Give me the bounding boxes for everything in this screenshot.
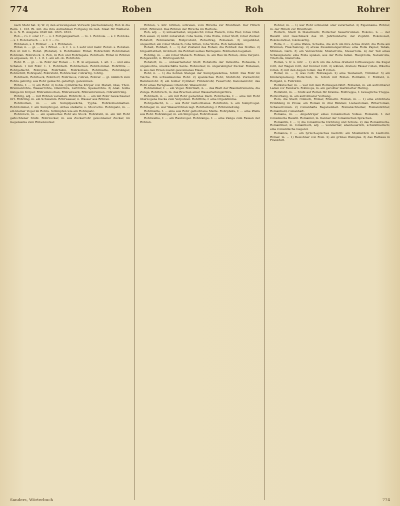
dictionary-entry: Rohrgeflecht, n. ... aus Rohr Geflochtenes. Rohrhuhn, n. ein Sumpfvogel. Rohrleger, m. wer Wasserröhren legt. Rohrleitung, f. Röhrenleitung. <box>140 101 260 109</box>
dictionary-entry: Rollen, v. tr. u. intr. ... 1) sich um die Achse drehend fortbewegen; die Kugel rollt, der Wagen rollt, der Donner rollt. 2) wälzen, drehen; Fässer rollen, Wäsche rollen. 3) mit den Augen rollen; das R rollen. <box>270 60 390 72</box>
column-1 <box>10 24 135 500</box>
dictionary-entry: Rollkutscher, m. ... wer mit dem Rollwagen fährt. Rolladen, m. ein aufrollbarer Laden vor Fenstern. Rollmops, m. ein gerollter marinierter Hering. <box>270 82 390 91</box>
header-right-word: Rohrer <box>356 4 390 14</box>
dictionary-entry: Rohrkolben, m. ... ein Sumpfgewächs, Typha. Rohrkolbenmatten. Rohrdommel, f. ein Sumpfvogel, Ardea stellaris; s. Moorochs. Rohrspatz, m. ... ein kleiner Vogel im Rohre. Schimpfen wie ein Rohrspatz. <box>10 101 130 113</box>
dictionary-entry: Rohrbach, Rohrbeck, Rohrdorf, Rohrmoos, rohren, Rohrer. ... gl. nämlich zum Rohre gehörig; aus Rohr gemacht, gefertigt, genommen. <box>10 75 130 83</box>
header-left-word: Roben <box>121 4 152 14</box>
dictionary-entry: Rollstuhl, m. ... Stuhl auf Rollen für Kranke. Rolltreppe, f. bewegliche Treppe. Rollvorhang, m. ein aufrollbarer Vorhang. <box>270 89 390 98</box>
dictionary-entry: Rohrer, m. ... 1) wer Rohr schneidet oder verarbeitet. 2) Eigenname. Röhrer, m. der Hirsch zur Brunftzeit. <box>270 24 390 31</box>
dictionary-entry: Romantik, f. ... 1) die romantische Dichtung und Schule. 2) das Romantische. Romantiker, m. romantisch, adj. ... wunderbar, abenteuerlich, schwärmerisch; eine romantische Gegend. <box>270 119 390 132</box>
dictionary-entry: Röhren, v. intr. brüllen, schreien, vom Hirsche zur Brunftzeit. Der Hirsch röhrt. Röhrend. Das Röhren der Hirsche im Herbste. <box>140 24 260 31</box>
dictionary-entry: Roller, m. ... 1) was rollt; Rollwagen. 2) eine Taubenart, Tümmler. 3) ein Kinderspielzeug. Rollschuh, m. Schuh mit Rollen. Rollbahn, f. Rollfeld, n. Rollgeld, n. Fuhrlohn. <box>270 71 390 83</box>
column-2 <box>140 24 265 500</box>
dictionary-entry: Rohrmatte, f. ... eine aus Rohr geflochtene Matte. Rohrpfeife, f. ... eine Pfeife aus Rohr. Rohrsänger, m. ein Singvogel, Rohrdrossel. <box>140 108 260 117</box>
dictionary-entry: Röbel, n. ... gl. ... m. 1 Röbel. ... 2. f. 1. s. f. sehr und mehr. Robst. s. Robsten. Rob nt mit L. Robst. (Robstal). 2. Rohrhamm: Röbel; Rohrschild; Rohrstiebel; Rohrstab. Rohrstock. 2. Rob, in Rob und Rohrtapete. Rohrbein. Röbel in Röhren zu ergessen, 10. 1. 1. 8. 1. ein alt. ob. Rohrlohn. <box>10 45 130 61</box>
dictionary-entry: Rohrstock, m. ... ein spanisches Rohr als Stock. Rohrstuhl, m. ein mit Rohr geflochtener Stuhl. Rohrzucker, m. aus Zuckerrohr gewonnener Zucker, im Gegensatze zum Rübenzucker. <box>10 112 130 124</box>
dictionary-entry: Roheit, Rohheit, f. ... 1) der Zustand des Rohen; die Rohheit des Stoffes. 2) Ungesittetheit, Grobheit; die Rohheit seines Betragens. Rohheiten begehen. <box>140 45 260 54</box>
dictionary-entry: Röbbelen, s. f. Röbber. ... s. f. Röbbelen. <box>14 41 73 46</box>
dictionary-entry: Rohr, n. ... 1) die hohlen Stengel der Sumpfgewächse, Schilf. Das Rohr im Teiche. Ein schwankendes Rohr. 2) spanisches Rohr, Stuhlrohr, Zuckerrohr, Bambusrohr. 3) ein hohler Cylinder; Flintenrohr, Feuerrohr, Kanonenrohr; das Rohr eines Fernglases; Ofenrohr, Wasserrohr. <box>140 71 260 87</box>
dictionary-entry: Roitsch, Stadt in Steiermark; Roitscher Sauerbrunnen. Rokoko, n. ... der Baustil und Geschmack des 18. Jahrhunderts; der Zopfstil. Rokokozeit, Rokokomöbel, rokokoartig. <box>270 30 390 42</box>
dictionary-entry: Rohrammer, f. ... ein Vogel. Rohrblatt, n. ... das Blatt der Blasinstrumente, die Zunge. Rohrbruch, m. das Brechen einer Wasserleitungsröhre. <box>140 86 260 94</box>
dictionary-entry: Rohling, m. ... ein roher Mensch. Rohbau, m. ein Bau im Rohen, ohne Verputz. Rohgewicht, n. Bruttogewicht. <box>140 52 260 61</box>
dictionary-entry: Rohrdach, n. ... ein mit Rohr gedecktes Dach. Rohrdecke, f. ... eine mit Rohr überzogene Decke zum Verputzen. Rohrflöte, f. eine Orgelstimme. <box>140 93 260 102</box>
page-footer <box>10 497 390 502</box>
dictionary-entry: Rohstoff, m. ... unbearbeiteter Stoff; Rohstoffe der Industrie. Rohseide, f. ungekochte, unentschälte Seide. Rohzucker, m. ungereinigter Zucker. Roheisen, n. aus den Erzen zuerst gewonnenes Eisen. <box>140 60 260 72</box>
dictionary-entry: Rob..., ro. f. oder 17. ... s. f. Fortgangsarbeit. ... rs. 1. Robbole. ... s. f. Robbole. ... s. f. Roboterisch. ... s. f. 1 ... ro. <box>10 34 130 42</box>
dictionary-entry: Romanze, f. ... ein lyrisch-episches Gedicht; ein Musikstück in Liedform. Römer, m. ... 1) Bewohner von Rom. 2) ein grünes Weinglas. 3) das Rathaus in Frankfurt. <box>270 130 390 143</box>
dictionary-entry: Romane, m. ... Angehöriger eines romanischen Volkes. Romanik, f. der romanische Baustil. Romanist, m. Kenner der romanischen Sprachen. <box>270 112 390 120</box>
page-number: 774 <box>10 5 29 15</box>
column-3 <box>270 24 390 500</box>
footer-right: 774 <box>382 497 390 502</box>
dictionary-entry: Rohrweihe, f. ... ein Raubvogel. Rohrzange, f. ... eine Zange zum Fassen der Röhren. <box>140 115 260 124</box>
header-center-word: Roh <box>244 4 264 14</box>
dictionary-entry: Röhrig, adj. ... mit Röhren versehen. Röhricht, n. ... ein mit Rohr bewachsener Ort. Röhrling, m. ein Schwamm. Röhrwasser, n. Wasser aus Röhren. <box>10 93 130 102</box>
dictionary-entry: Röhre, f. ... 1) ein Rohr. 2) hohle cylindrische Körper von Metall, Glas, Thon. Brunnenröhre, Wasserröhre, Ofenröhre, Luftröhre, Speiseröhre. 3) Anat. hohle Gänge im Körper. Röhrenknochen, Röhrenwerk, Röhrenbrunnen, röhrenförmig. <box>10 82 130 94</box>
text-columns <box>10 24 390 500</box>
dictionary-entry: Rohr. R. ... gl. ... m. Rohr der Roben ... 1. H. in ergessen, 1. alt. 1 ... und eine Schalen. 1 mit Rohr. 1. 1. Rohrdach. Rohrdecken. Rohrdommel. Rohrflöte ... Rohrgeflecht, Rohrgras, Rohrhuhn, Rohrkolben, Rohrmatte, Rohrsänger, Rohrschilf, Rohrspatz, Rohrstuhl, Rohrzucker, rohrartig, rohrig. <box>10 60 130 76</box>
dictionary-entry: nach Mehl hat. 2) W. 2) den erzwungenen Vorwerk [Aschersleben]. Rob in die Reim. 1. 103. Bl. mit. die ihre Aufnahmen Fortgang im Geh. Staat für Wahlerei. G. u. N. R. Ausgabe 1848 mit. 1825. 1823. <box>10 24 130 35</box>
dictionary-entry: Rom, die Stadt; römisch, Römer, Römerin. Roman, m. ... 1) eine erdichtete Erzählung in Prosa; ein Roman in drei Bänden; Liebesroman, Ritterroman, Schauerroman. 2) romanhafte Begebenheit. Romanschreiber, Romandichter, Romanheld, romanhaft. <box>270 97 390 113</box>
page-header <box>10 4 390 21</box>
footer-left: Sanders, Wörterbuch <box>10 497 54 502</box>
dictionary-entry: Roh, adj. ... 1) unbearbeitet, ungekocht; rohes Fleisch, rohe Eier, rohes Obst. Roh essen. 2) nicht zubereitet; rohe Seide, rohe Wolle, roher Stoff, roher Zucker. Rohstoff, Rohmaterial, Rohprodukt, Rohertrag, Roheisen. 3) ungebildet, ungesittet; ein roher Mensch, rohe Sitten, rohe Worte. Roh behandeln. <box>140 30 260 46</box>
dictionary-entry: Rolle, f. ... 1) eine Walze, Scheibe, die sich um ihre Achse dreht; die Rolle am Brunnen, Flaschenzug. 2) etwas Zusammengerolltes; eine Rolle Papier, Tabak, Münzen, Garn. 3) ein Verzeichnis; Musterrolle, Steuerrolle. 4) der Teil eines Schauspielers; eine Rolle spielen, aus der Rolle fallen. Hauptrolle, Nebenrolle, Titelrolle, Glanzrolle. <box>270 41 390 61</box>
